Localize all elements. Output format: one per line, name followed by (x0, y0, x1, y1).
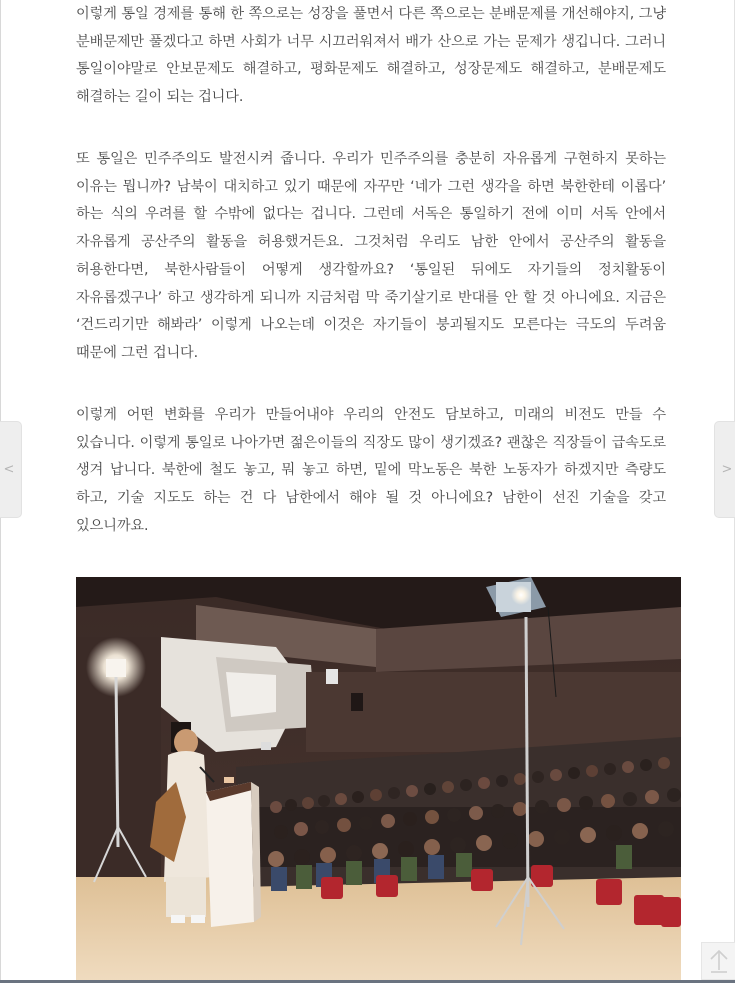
article-paragraph-3: 이렇게 어떤 변화를 우리가 만들어내야 우리의 안전도 담보하고, 미래의 비전도 만들 수 있습니다. 이렇게 통일로 나아가면 젊은이들의 직장도 많이 생기겠죠? 괜찮은 직장들이 급속도로 생겨 납니다. 북한에 철도 놓고, 뭐 놓고 하면, 밑에 막노동은 북한 노동자가 하겠지만 측량도 하고, 기술 지도도 하는 건 다 남한에서 해야 될 것 아니에요? 남한이 선진 기술을 갖고 있으니까요. (76, 407, 666, 534)
prev-arrow-button[interactable] (0, 421, 22, 518)
article-photo-lecture-hall (76, 577, 681, 983)
article-paragraph-2: 또 통일은 민주주의도 발전시켜 줍니다. 우리가 민주주의를 충분히 자유롭게 구현하지 못하는 이유는 뭡니까? 남북이 대치하고 있기 때문에 자꾸만 ‘네가 그런 생각을 하면 북한한테 이롭다’ 하는 식의 우려를 할 수밖에 없다는 겁니다. 그런데 서독은 통일하기 전에 이미 서독 안에서 자유롭게 공산주의 활동을 허용했거든요. 그것처럼 우리도 남한 안에서 공산주의 활동을 허용한다면, 북한사람들이 어떻게 생각할까요? ‘통일된 뒤에도 자기들의 정치활동이 자유롭겠구나’ 하고 생각하게 되니까 지금처럼 막 죽기살기로 반대를 안 할 것 아니에요. 지금은 ‘건드리기만 해봐라’ 이렇게 나오는데 이것은 자기들이 붕괴될지도 모른다는 극도의 두려움 때문에 그런 겁니다. (76, 151, 666, 361)
article-paragraph-1: 이렇게 통일 경제를 통해 한 쪽으로는 성장을 풀면서 다른 쪽으로는 분배문제를 개선해야지, 그냥 분배문제만 풀겠다고 하면 사회가 너무 시끄러워져서 배가 산으로 가는 문제가 생깁니다. 그러니 통일이야말로 안보문제도 해결하고, 평화문제도 해결하고, 성장문제도 해결하고, 분배문제도 해결하는 길이 되는 겁니다. (76, 6, 666, 106)
chevron-right-icon: > (721, 462, 733, 477)
scroll-to-top-button[interactable] (701, 942, 735, 980)
next-arrow-button[interactable] (714, 421, 735, 518)
chevron-left-icon: < (3, 462, 15, 477)
arrow-up-icon (708, 948, 730, 974)
